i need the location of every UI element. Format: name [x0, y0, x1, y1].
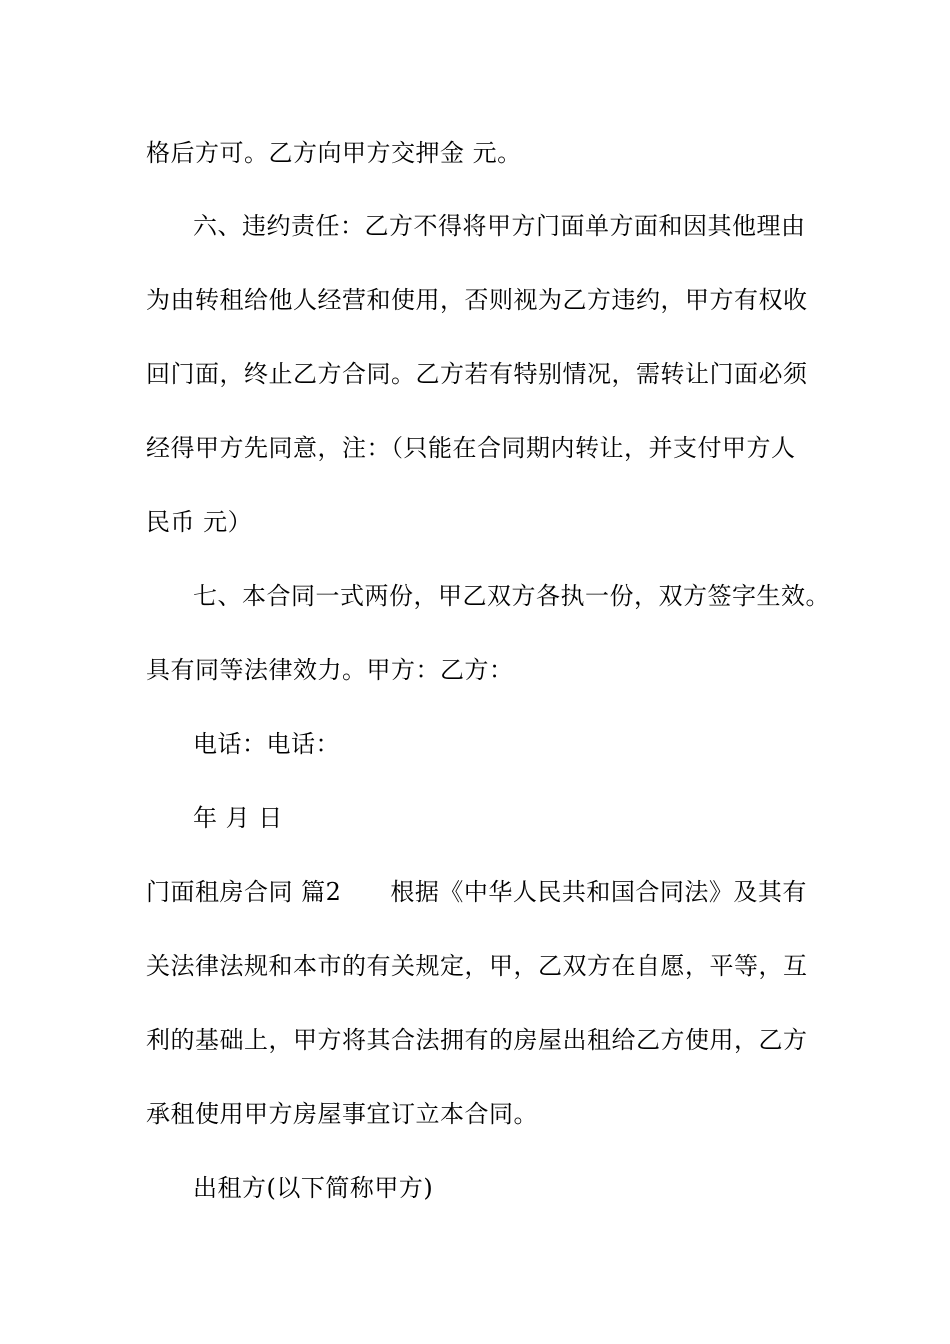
section-two-heading: 门面租房合同 篇2 根据《中华人民共和国合同法》及其有 — [146, 878, 807, 906]
text-line-deposit: 格后方可。乙方向甲方交押金 元。 — [146, 139, 522, 167]
text-line-contract: 承租使用甲方房屋事宜订立本合同。 — [146, 1100, 538, 1128]
text-line-parties: 具有同等法律效力。甲方：乙方： — [146, 656, 514, 684]
text-line-laws: 关法律法规和本市的有关规定，甲，乙双方在自愿，平等，互 — [146, 952, 808, 980]
date-line: 年 月 日 — [193, 804, 283, 832]
clause-seven-heading: 七、本合同一式两份，甲乙双方各执一份，双方签字生效。 — [193, 582, 830, 610]
text-line-consent: 经得甲方先同意，注：（只能在合同期内转让，并支付甲方人 — [146, 434, 796, 462]
text-line-terminate: 回门面，终止乙方合同。乙方若有特别情况，需转让门面必须 — [146, 360, 808, 388]
text-line-basis: 利的基础上，甲方将其合法拥有的房屋出租给乙方使用，乙方 — [146, 1026, 808, 1054]
lessor-line: 出租方(以下简称甲方) — [193, 1174, 434, 1202]
text-line-rmb: 民币 元） — [146, 508, 253, 536]
text-line-sublease: 为由转租给他人经营和使用，否则视为乙方违约，甲方有权收 — [146, 286, 808, 314]
clause-six-heading: 六、违约责任：乙方不得将甲方门面单方面和因其他理由 — [193, 212, 806, 240]
phone-line: 电话：电话： — [193, 730, 340, 758]
